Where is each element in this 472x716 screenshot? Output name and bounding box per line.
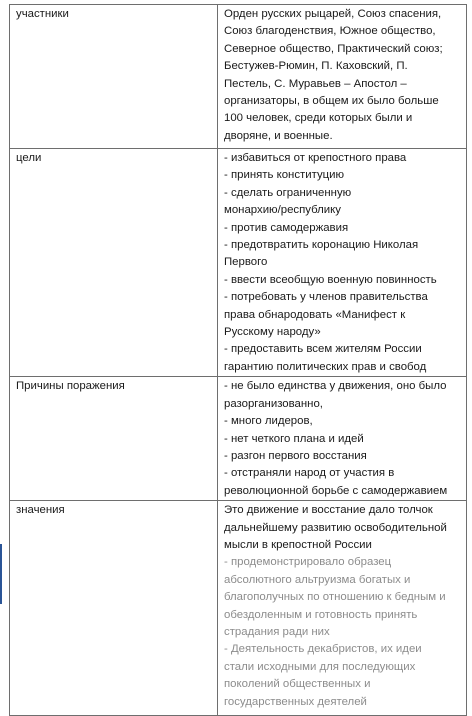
row-label: участники bbox=[16, 8, 69, 20]
content-line: - против самодержавия bbox=[224, 221, 349, 234]
content-line: - не было единства у движения, оно было bbox=[224, 380, 447, 393]
content-line: - нет четкого плана и идей bbox=[224, 432, 364, 445]
content-line: - предотвратить коронацию Николая bbox=[224, 239, 419, 252]
content-line: революционной борьбе с самодержавием bbox=[224, 484, 448, 497]
content-line: монархию/республику bbox=[224, 204, 341, 217]
content-line: - разгон первого восстания bbox=[224, 449, 367, 462]
row-label-cell bbox=[10, 149, 218, 377]
content-line: - отстраняли народ от участия в bbox=[224, 467, 395, 480]
content-line: 100 человек, среди которых были и bbox=[224, 112, 413, 125]
content-line: абсолютного альтруизма богатых и bbox=[224, 573, 411, 586]
row-label-cell bbox=[10, 501, 218, 716]
content-line: страдания ради них bbox=[224, 625, 330, 638]
table-row bbox=[10, 5, 467, 149]
content-line: Бестужев-Рюмин, П. Каховский, П. bbox=[224, 60, 408, 73]
content-line: Пестель, С. Муравьев – Апостол – bbox=[224, 77, 407, 90]
table-row bbox=[10, 501, 467, 716]
row-label-cell bbox=[10, 377, 218, 501]
row-content-cell bbox=[218, 377, 467, 501]
content-line: - ввести всеобщую военную повинность bbox=[224, 273, 437, 286]
table-row bbox=[10, 149, 467, 377]
content-line: Русскому народу» bbox=[224, 326, 321, 339]
row-content-cell bbox=[218, 501, 467, 716]
content-line: государственных деятелей bbox=[224, 695, 367, 708]
content-line: права обнародовать «Манифест к bbox=[224, 308, 406, 321]
content-line: обездоленным и готовность принять bbox=[224, 608, 418, 621]
content-line: - много лидеров, bbox=[224, 415, 313, 428]
content-line: благополучных по отношению к бедным и bbox=[224, 591, 446, 604]
content-line: - сделать ограниченную bbox=[224, 186, 352, 199]
content-line: мысли в крепостной России bbox=[224, 538, 372, 551]
row-label-cell bbox=[10, 5, 218, 149]
content-line: - продемонстрировало образец bbox=[224, 556, 392, 569]
table-body bbox=[10, 5, 467, 716]
content-line: - избавиться от крепостного права bbox=[224, 152, 407, 164]
content-line: дворяне, и военные. bbox=[224, 129, 333, 142]
content-line: Союз благоденствия, Южное общество, bbox=[224, 25, 436, 38]
content-line: поколений общественных и bbox=[224, 678, 371, 691]
content-line: Северное общество, Практический союз; bbox=[224, 42, 443, 55]
row-label: значения bbox=[16, 504, 65, 517]
decembrists-table bbox=[9, 4, 467, 716]
content-line: дальнейшему развитию освободительной bbox=[224, 521, 447, 534]
content-line: Это движение и восстание дало толчок bbox=[224, 504, 433, 517]
content-line: Первого bbox=[224, 256, 268, 269]
content-line: разорганизованно, bbox=[224, 397, 323, 410]
row-label: цели bbox=[16, 152, 42, 164]
row-content-cell bbox=[218, 5, 467, 149]
left-edge-marker bbox=[0, 544, 2, 604]
content-line: - предоставить всем жителям России bbox=[224, 343, 422, 356]
row-content-cell bbox=[218, 149, 467, 377]
content-line: стали исходными для последующих bbox=[224, 660, 416, 673]
content-line: - принять конституцию bbox=[224, 169, 345, 182]
content-line: Орден русских рыцарей, Союз спасения, bbox=[224, 8, 442, 20]
content-line: - Деятельность декабристов, их идеи bbox=[224, 643, 422, 656]
content-line: гарантию политических прав и свобод bbox=[224, 360, 427, 373]
table-row bbox=[10, 377, 467, 501]
content-line: организаторы, в общем их было больше bbox=[224, 95, 439, 108]
content-line: - потребовать у членов правительства bbox=[224, 291, 428, 304]
row-label: Причины поражения bbox=[16, 380, 125, 393]
